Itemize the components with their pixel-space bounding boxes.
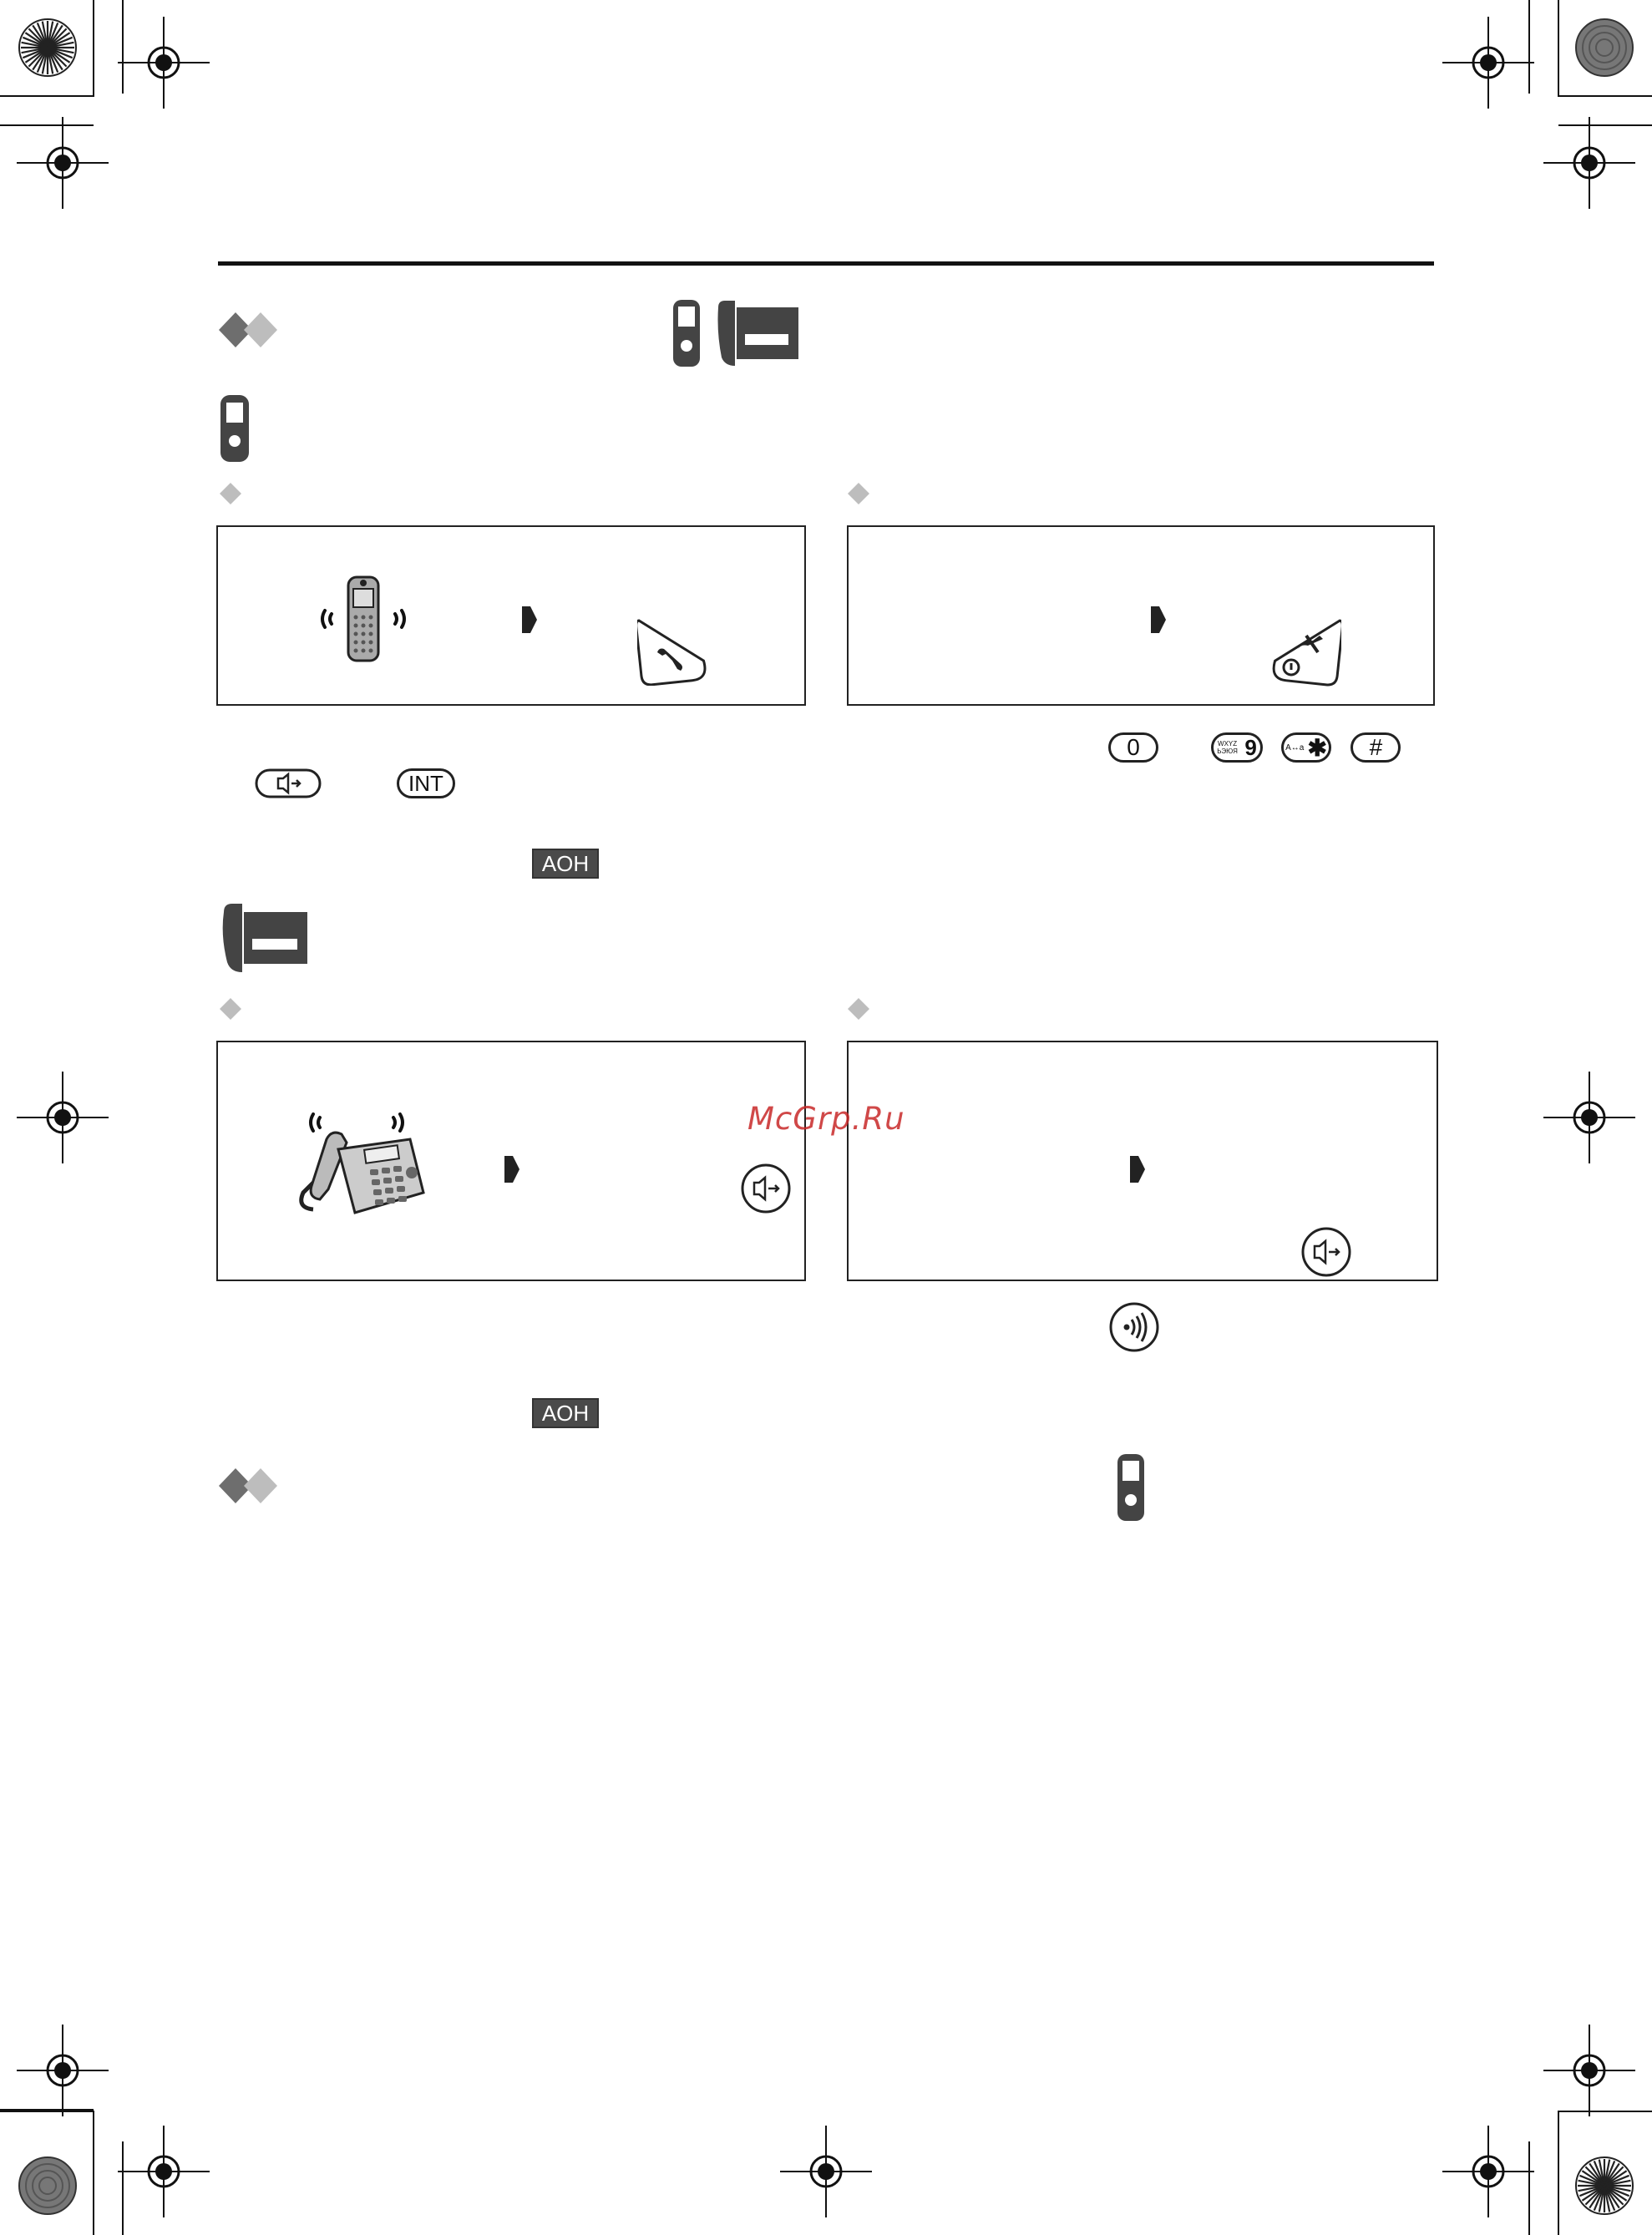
answer-base-box — [216, 1041, 806, 1281]
answer-handset-box — [216, 525, 806, 706]
arrow-right-icon — [1149, 605, 1168, 635]
ringing-handset-illustration — [313, 575, 413, 664]
key-star[interactable] — [1281, 732, 1331, 763]
handset-unit-icon — [672, 299, 701, 367]
end-base-box — [847, 1041, 1438, 1281]
key-9-letters: WXYZ ЬЭЮЯ — [1217, 740, 1238, 755]
key-0[interactable]: 0 — [1108, 732, 1158, 763]
off-button-icon[interactable] — [1269, 616, 1341, 687]
diamond-bullet-icon — [219, 997, 242, 1021]
ringing-base-illustration — [288, 1109, 425, 1223]
talk-button-icon[interactable] — [637, 616, 707, 686]
diamond-bullet-icon — [847, 482, 870, 505]
caller-id-badge: AOH — [532, 1398, 599, 1428]
key-9-digit: 9 — [1244, 734, 1257, 760]
handset-unit-icon — [219, 394, 251, 463]
asterisk-icon: ✱ — [1307, 734, 1327, 761]
diamond-bullet-icon — [847, 997, 870, 1021]
speaker-button-icon[interactable] — [740, 1163, 792, 1214]
arrow-right-icon — [520, 605, 539, 635]
caller-id-badge: AOH — [532, 849, 599, 879]
section-diamond-bullet-icon — [217, 1467, 284, 1505]
key-pound[interactable]: # — [1350, 732, 1401, 763]
watermark: McGrp.Ru — [747, 1101, 905, 1137]
arrow-right-icon — [1128, 1154, 1147, 1184]
speaker-button-icon[interactable] — [255, 768, 322, 798]
end-handset-box — [847, 525, 1435, 706]
locator-button-icon[interactable] — [1108, 1301, 1160, 1353]
diamond-bullet-icon — [219, 482, 242, 505]
handset-unit-icon — [1116, 1453, 1146, 1522]
base-unit-icon — [715, 299, 800, 367]
speaker-button-icon[interactable] — [1300, 1226, 1353, 1278]
base-unit-icon — [219, 902, 309, 974]
key-9[interactable] — [1211, 732, 1263, 763]
intercom-button[interactable]: INT — [397, 768, 455, 798]
arrow-right-icon — [503, 1154, 521, 1184]
header-rule — [218, 261, 1434, 266]
key-star-prefix: A↔a — [1285, 742, 1305, 753]
section-diamond-bullet-icon — [217, 311, 284, 349]
